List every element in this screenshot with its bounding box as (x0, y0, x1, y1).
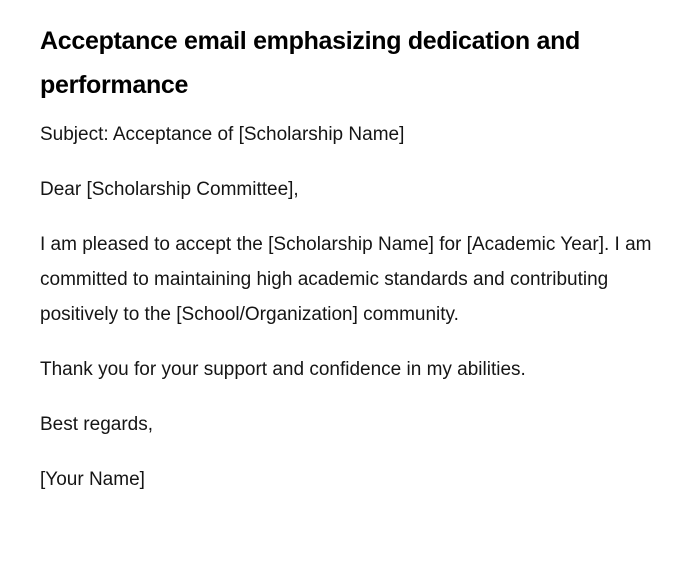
document-title: Acceptance email emphasizing dedication and performance (40, 27, 581, 99)
email-template-document (40, 0, 660, 497)
email-signature: [Your Name] (40, 469, 145, 490)
email-greeting: Dear [Scholarship Committee], (40, 179, 299, 200)
email-closing: Best regards, (40, 414, 153, 435)
email-subject-line: Subject: Acceptance of [Scholarship Name] (40, 124, 405, 145)
email-body-paragraph: I am pleased to accept the [Scholarship Name] for [Academic Year]. I am committed to maintaining high academic standards and contributing positively to the [School/Organization] community. (40, 234, 652, 325)
email-thanks-line: Thank you for your support and confidence in my abilities. (40, 359, 526, 380)
